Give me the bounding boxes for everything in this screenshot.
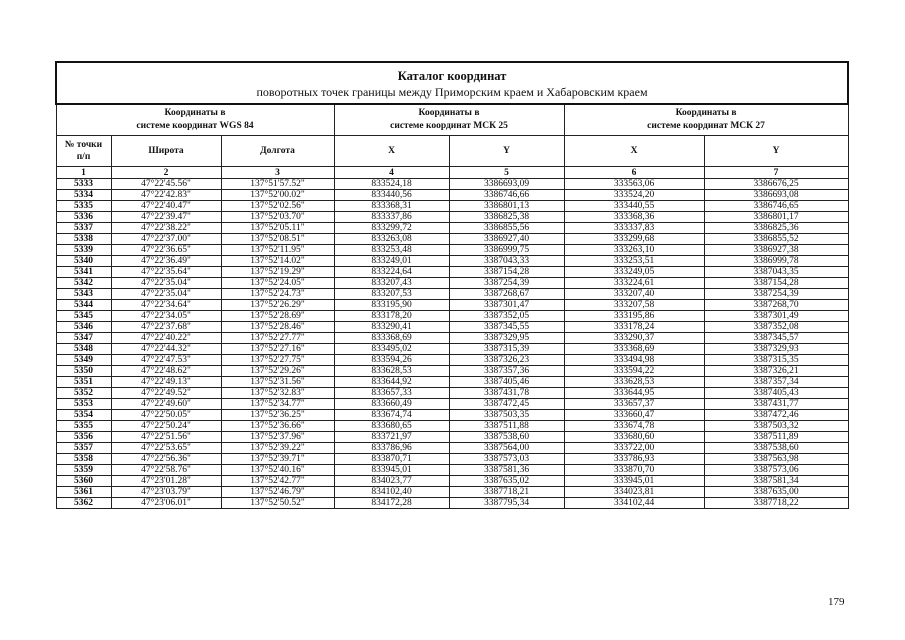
latitude: 47°22'37.68" xyxy=(111,322,221,333)
point-number: 5333 xyxy=(56,179,111,190)
y-msk25: 3387154,28 xyxy=(449,267,564,278)
x-msk27: 333249,05 xyxy=(564,267,704,278)
table-row xyxy=(56,366,848,377)
y-msk25: 3387431,78 xyxy=(449,388,564,399)
y-msk27: 3386825,36 xyxy=(704,223,848,234)
longitude: 137°52'36.66" xyxy=(221,421,334,432)
y-msk25: 3386999,75 xyxy=(449,245,564,256)
column-number: 1 xyxy=(56,167,111,179)
point-number: 5342 xyxy=(56,278,111,289)
longitude: 137°52'39.22" xyxy=(221,443,334,454)
latitude: 47°22'35.64" xyxy=(111,267,221,278)
latitude: 47°22'37.00" xyxy=(111,234,221,245)
point-number: 5336 xyxy=(56,212,111,223)
point-number: 5351 xyxy=(56,377,111,388)
y-msk25: 3387564,00 xyxy=(449,443,564,454)
longitude: 137°52'19.29" xyxy=(221,267,334,278)
table-row xyxy=(56,322,848,333)
longitude: 137°52'31.56" xyxy=(221,377,334,388)
x-msk27: 333440,55 xyxy=(564,201,704,212)
y-msk27: 3386927,38 xyxy=(704,245,848,256)
point-number: 5349 xyxy=(56,355,111,366)
y-msk25: 3387268,67 xyxy=(449,289,564,300)
latitude: 47°22'56.36" xyxy=(111,454,221,465)
point-number: 5337 xyxy=(56,223,111,234)
x-msk25: 833870,71 xyxy=(334,454,449,465)
y-msk27: 3386746,65 xyxy=(704,201,848,212)
table-row xyxy=(56,289,848,300)
latitude: 47°22'49.52" xyxy=(111,388,221,399)
point-number: 5353 xyxy=(56,399,111,410)
point-number: 5345 xyxy=(56,311,111,322)
column-numbers-row xyxy=(56,167,848,179)
longitude: 137°52'26.29" xyxy=(221,300,334,311)
x-msk27: 334023,81 xyxy=(564,487,704,498)
x-msk25: 833290,41 xyxy=(334,322,449,333)
catalog-title: Каталог координат xyxy=(397,69,507,83)
x-msk27: 333224,61 xyxy=(564,278,704,289)
x-msk27: 333195,86 xyxy=(564,311,704,322)
longitude: 137°52'37.96" xyxy=(221,432,334,443)
point-number: 5339 xyxy=(56,245,111,256)
longitude: 137°52'14.02" xyxy=(221,256,334,267)
x-msk27: 333680,60 xyxy=(564,432,704,443)
column-number: 4 xyxy=(334,167,449,179)
x-msk25: 833674,74 xyxy=(334,410,449,421)
page-number: 179 xyxy=(828,596,845,608)
column-number: 5 xyxy=(449,167,564,179)
longitude: 137°52'28.46" xyxy=(221,322,334,333)
x-msk27: 333494,98 xyxy=(564,355,704,366)
longitude: 137°52'11.95" xyxy=(221,245,334,256)
x-msk27: 333628,53 xyxy=(564,377,704,388)
x-msk25: 834172,28 xyxy=(334,498,449,509)
point-number: 5334 xyxy=(56,190,111,201)
longitude: 137°52'05.11" xyxy=(221,223,334,234)
x-msk25: 833224,64 xyxy=(334,267,449,278)
y-msk27: 3387503,32 xyxy=(704,421,848,432)
y-msk27: 3387405,43 xyxy=(704,388,848,399)
x-msk25: 833628,53 xyxy=(334,366,449,377)
y-msk27: 3386999,78 xyxy=(704,256,848,267)
x-msk27: 333337,83 xyxy=(564,223,704,234)
x-msk25: 834102,40 xyxy=(334,487,449,498)
y-msk25: 3386801,13 xyxy=(449,201,564,212)
table-row xyxy=(56,234,848,245)
y-msk27: 3387326,21 xyxy=(704,366,848,377)
latitude: 47°22'36.49" xyxy=(111,256,221,267)
latitude: 47°22'34.05" xyxy=(111,311,221,322)
longitude: 137°52'27.75" xyxy=(221,355,334,366)
x-msk25: 833207,43 xyxy=(334,278,449,289)
x-msk25: 834023,77 xyxy=(334,476,449,487)
longitude: 137°52'50.52" xyxy=(221,498,334,509)
x-msk25: 833644,92 xyxy=(334,377,449,388)
point-number: 5350 xyxy=(56,366,111,377)
y-msk25: 3386927,40 xyxy=(449,234,564,245)
point-number: 5357 xyxy=(56,443,111,454)
y-msk25: 3387635,02 xyxy=(449,476,564,487)
point-number: 5355 xyxy=(56,421,111,432)
point-number: 5343 xyxy=(56,289,111,300)
column-header-latitude: Широта xyxy=(111,136,221,167)
latitude: 47°22'48.62" xyxy=(111,366,221,377)
x-msk25: 833440,56 xyxy=(334,190,449,201)
x-msk25: 833263,08 xyxy=(334,234,449,245)
latitude: 47°22'40.22" xyxy=(111,333,221,344)
latitude: 47°22'49.60" xyxy=(111,399,221,410)
y-msk27: 3387718,22 xyxy=(704,498,848,509)
system-msk27-header: Координаты в системе координат МСК 27 xyxy=(564,104,848,136)
x-msk25: 833721,97 xyxy=(334,432,449,443)
x-msk25: 833299,72 xyxy=(334,223,449,234)
x-msk25: 833495,02 xyxy=(334,344,449,355)
point-number: 5338 xyxy=(56,234,111,245)
column-header-y-msk27: Y xyxy=(704,136,848,167)
longitude: 137°52'36.25" xyxy=(221,410,334,421)
x-msk27: 333870,70 xyxy=(564,465,704,476)
longitude: 137°52'40.16" xyxy=(221,465,334,476)
y-msk27: 3387352,08 xyxy=(704,322,848,333)
point-number: 5340 xyxy=(56,256,111,267)
system-wgs84-header: Координаты в системе координат WGS 84 xyxy=(56,104,334,136)
y-msk25: 3387503,35 xyxy=(449,410,564,421)
system-msk25-header: Координаты в системе координат МСК 25 xyxy=(334,104,564,136)
column-header-point: № точки п/п xyxy=(56,136,111,167)
x-msk27: 333368,69 xyxy=(564,344,704,355)
y-msk25: 3387043,33 xyxy=(449,256,564,267)
y-msk27: 3387573,06 xyxy=(704,465,848,476)
x-msk27: 333299,68 xyxy=(564,234,704,245)
longitude: 137°52'27.77" xyxy=(221,333,334,344)
table-row xyxy=(56,465,848,476)
latitude: 47°22'36.65" xyxy=(111,245,221,256)
y-msk27: 3387329,93 xyxy=(704,344,848,355)
table-row xyxy=(56,377,848,388)
column-header-y-msk25: Y xyxy=(449,136,564,167)
y-msk25: 3387352,05 xyxy=(449,311,564,322)
longitude: 137°52'28.69" xyxy=(221,311,334,322)
point-number: 5344 xyxy=(56,300,111,311)
table-row xyxy=(56,201,848,212)
longitude: 137°52'24.05" xyxy=(221,278,334,289)
point-number: 5348 xyxy=(56,344,111,355)
y-msk25: 3387315,39 xyxy=(449,344,564,355)
table-row xyxy=(56,410,848,421)
x-msk27: 333722,00 xyxy=(564,443,704,454)
table-row xyxy=(56,454,848,465)
table-row xyxy=(56,311,848,322)
x-msk27: 333368,36 xyxy=(564,212,704,223)
y-msk27: 3387357,34 xyxy=(704,377,848,388)
y-msk27: 3387472,46 xyxy=(704,410,848,421)
catalog-title-cell xyxy=(56,62,848,104)
y-msk25: 3387357,36 xyxy=(449,366,564,377)
y-msk27: 3386676,25 xyxy=(704,179,848,190)
y-msk27: 3387254,39 xyxy=(704,289,848,300)
latitude: 47°22'35.04" xyxy=(111,289,221,300)
y-msk25: 3387718,21 xyxy=(449,487,564,498)
point-number: 5347 xyxy=(56,333,111,344)
longitude: 137°52'08.51" xyxy=(221,234,334,245)
x-msk27: 333594,22 xyxy=(564,366,704,377)
table-row xyxy=(56,498,848,509)
latitude: 47°22'50.05" xyxy=(111,410,221,421)
point-number: 5335 xyxy=(56,201,111,212)
latitude: 47°22'49.13" xyxy=(111,377,221,388)
point-number: 5360 xyxy=(56,476,111,487)
x-msk25: 833945,01 xyxy=(334,465,449,476)
y-msk25: 3387581,36 xyxy=(449,465,564,476)
point-number: 5346 xyxy=(56,322,111,333)
column-number: 7 xyxy=(704,167,848,179)
table-row xyxy=(56,355,848,366)
x-msk25: 833337,86 xyxy=(334,212,449,223)
y-msk27: 3387268,70 xyxy=(704,300,848,311)
table-row xyxy=(56,399,848,410)
y-msk25: 3386693,09 xyxy=(449,179,564,190)
x-msk25: 833680,65 xyxy=(334,421,449,432)
catalog-subtitle: поворотных точек границы между Приморским краем и Хабаровским краем xyxy=(256,85,648,99)
point-number: 5358 xyxy=(56,454,111,465)
x-msk27: 333263,10 xyxy=(564,245,704,256)
latitude: 47°22'42.83" xyxy=(111,190,221,201)
longitude: 137°51'57.52" xyxy=(221,179,334,190)
longitude: 137°52'29.26" xyxy=(221,366,334,377)
y-msk25: 3387405,46 xyxy=(449,377,564,388)
y-msk25: 3387326,23 xyxy=(449,355,564,366)
y-msk25: 3387511,88 xyxy=(449,421,564,432)
column-number: 2 xyxy=(111,167,221,179)
point-number: 5341 xyxy=(56,267,111,278)
table-row xyxy=(56,267,848,278)
table-row xyxy=(56,190,848,201)
x-msk27: 333657,37 xyxy=(564,399,704,410)
y-msk27: 3387154,28 xyxy=(704,278,848,289)
table-row xyxy=(56,344,848,355)
point-number: 5352 xyxy=(56,388,111,399)
x-msk27: 333207,58 xyxy=(564,300,704,311)
x-msk27: 333563,06 xyxy=(564,179,704,190)
longitude: 137°52'46.79" xyxy=(221,487,334,498)
y-msk27: 3387511,89 xyxy=(704,432,848,443)
y-msk27: 3387635,00 xyxy=(704,487,848,498)
y-msk27: 3387043,35 xyxy=(704,267,848,278)
table-row xyxy=(56,388,848,399)
y-msk25: 3386825,38 xyxy=(449,212,564,223)
latitude: 47°22'39.47" xyxy=(111,212,221,223)
x-msk25: 833249,01 xyxy=(334,256,449,267)
table-row xyxy=(56,212,848,223)
table-row xyxy=(56,487,848,498)
y-msk25: 3387795,34 xyxy=(449,498,564,509)
latitude: 47°23'01.28" xyxy=(111,476,221,487)
table-row xyxy=(56,179,848,190)
table-row xyxy=(56,443,848,454)
point-number: 5356 xyxy=(56,432,111,443)
x-msk27: 333674,78 xyxy=(564,421,704,432)
y-msk25: 3387573,03 xyxy=(449,454,564,465)
table-row xyxy=(56,333,848,344)
x-msk25: 833594,26 xyxy=(334,355,449,366)
y-msk27: 3387431,77 xyxy=(704,399,848,410)
y-msk27: 3386693,08 xyxy=(704,190,848,201)
x-msk27: 333290,37 xyxy=(564,333,704,344)
x-msk27: 333524,20 xyxy=(564,190,704,201)
x-msk25: 833368,31 xyxy=(334,201,449,212)
latitude: 47°22'53.65" xyxy=(111,443,221,454)
table-row xyxy=(56,256,848,267)
y-msk27: 3387315,35 xyxy=(704,355,848,366)
x-msk25: 833178,20 xyxy=(334,311,449,322)
table-row xyxy=(56,421,848,432)
x-msk27: 334102,44 xyxy=(564,498,704,509)
latitude: 47°22'35.04" xyxy=(111,278,221,289)
x-msk25: 833786,96 xyxy=(334,443,449,454)
y-msk25: 3386855,56 xyxy=(449,223,564,234)
coordinate-catalog xyxy=(55,61,847,509)
latitude: 47°22'34.64" xyxy=(111,300,221,311)
y-msk27: 3387563,98 xyxy=(704,454,848,465)
y-msk25: 3386746,66 xyxy=(449,190,564,201)
longitude: 137°52'03.70" xyxy=(221,212,334,223)
table-row xyxy=(56,300,848,311)
x-msk27: 333945,01 xyxy=(564,476,704,487)
point-number: 5354 xyxy=(56,410,111,421)
longitude: 137°52'32.83" xyxy=(221,388,334,399)
latitude: 47°22'45.56" xyxy=(111,179,221,190)
latitude: 47°22'51.56" xyxy=(111,432,221,443)
y-msk25: 3387345,55 xyxy=(449,322,564,333)
table-row xyxy=(56,432,848,443)
longitude: 137°52'27.16" xyxy=(221,344,334,355)
longitude: 137°52'00.02" xyxy=(221,190,334,201)
x-msk27: 333178,24 xyxy=(564,322,704,333)
x-msk25: 833195,90 xyxy=(334,300,449,311)
column-number: 6 xyxy=(564,167,704,179)
x-msk25: 833253,48 xyxy=(334,245,449,256)
point-number: 5362 xyxy=(56,498,111,509)
longitude: 137°52'02.56" xyxy=(221,201,334,212)
x-msk25: 833657,33 xyxy=(334,388,449,399)
x-msk25: 833207,53 xyxy=(334,289,449,300)
y-msk25: 3387254,39 xyxy=(449,278,564,289)
coordinate-table xyxy=(55,61,849,509)
x-msk27: 333644,95 xyxy=(564,388,704,399)
column-header-x-msk25: X xyxy=(334,136,449,167)
point-number: 5359 xyxy=(56,465,111,476)
table-row xyxy=(56,245,848,256)
y-msk25: 3387472,45 xyxy=(449,399,564,410)
x-msk27: 333786,93 xyxy=(564,454,704,465)
latitude: 47°22'47.53" xyxy=(111,355,221,366)
table-row xyxy=(56,278,848,289)
latitude: 47°22'40.47" xyxy=(111,201,221,212)
column-header-x-msk27: X xyxy=(564,136,704,167)
x-msk27: 333207,40 xyxy=(564,289,704,300)
y-msk27: 3387538,60 xyxy=(704,443,848,454)
longitude: 137°52'39.71" xyxy=(221,454,334,465)
x-msk25: 833368,69 xyxy=(334,333,449,344)
y-msk27: 3387301,49 xyxy=(704,311,848,322)
latitude: 47°22'38.22" xyxy=(111,223,221,234)
column-number: 3 xyxy=(221,167,334,179)
table-body xyxy=(56,179,848,509)
y-msk27: 3387581,34 xyxy=(704,476,848,487)
point-number: 5361 xyxy=(56,487,111,498)
longitude: 137°52'42.77" xyxy=(221,476,334,487)
y-msk25: 3387538,60 xyxy=(449,432,564,443)
table-row xyxy=(56,223,848,234)
y-msk25: 3387329,95 xyxy=(449,333,564,344)
y-msk27: 3386801,17 xyxy=(704,212,848,223)
y-msk27: 3387345,57 xyxy=(704,333,848,344)
latitude: 47°22'44.32" xyxy=(111,344,221,355)
y-msk25: 3387301,47 xyxy=(449,300,564,311)
x-msk25: 833660,49 xyxy=(334,399,449,410)
x-msk27: 333660,47 xyxy=(564,410,704,421)
latitude: 47°23'03.79" xyxy=(111,487,221,498)
latitude: 47°23'06.01" xyxy=(111,498,221,509)
latitude: 47°22'58.76" xyxy=(111,465,221,476)
latitude: 47°22'50.24" xyxy=(111,421,221,432)
y-msk27: 3386855,52 xyxy=(704,234,848,245)
x-msk25: 833524,18 xyxy=(334,179,449,190)
column-header-longitude: Долгота xyxy=(221,136,334,167)
table-row xyxy=(56,476,848,487)
x-msk27: 333253,51 xyxy=(564,256,704,267)
longitude: 137°52'34.77" xyxy=(221,399,334,410)
longitude: 137°52'24.73" xyxy=(221,289,334,300)
